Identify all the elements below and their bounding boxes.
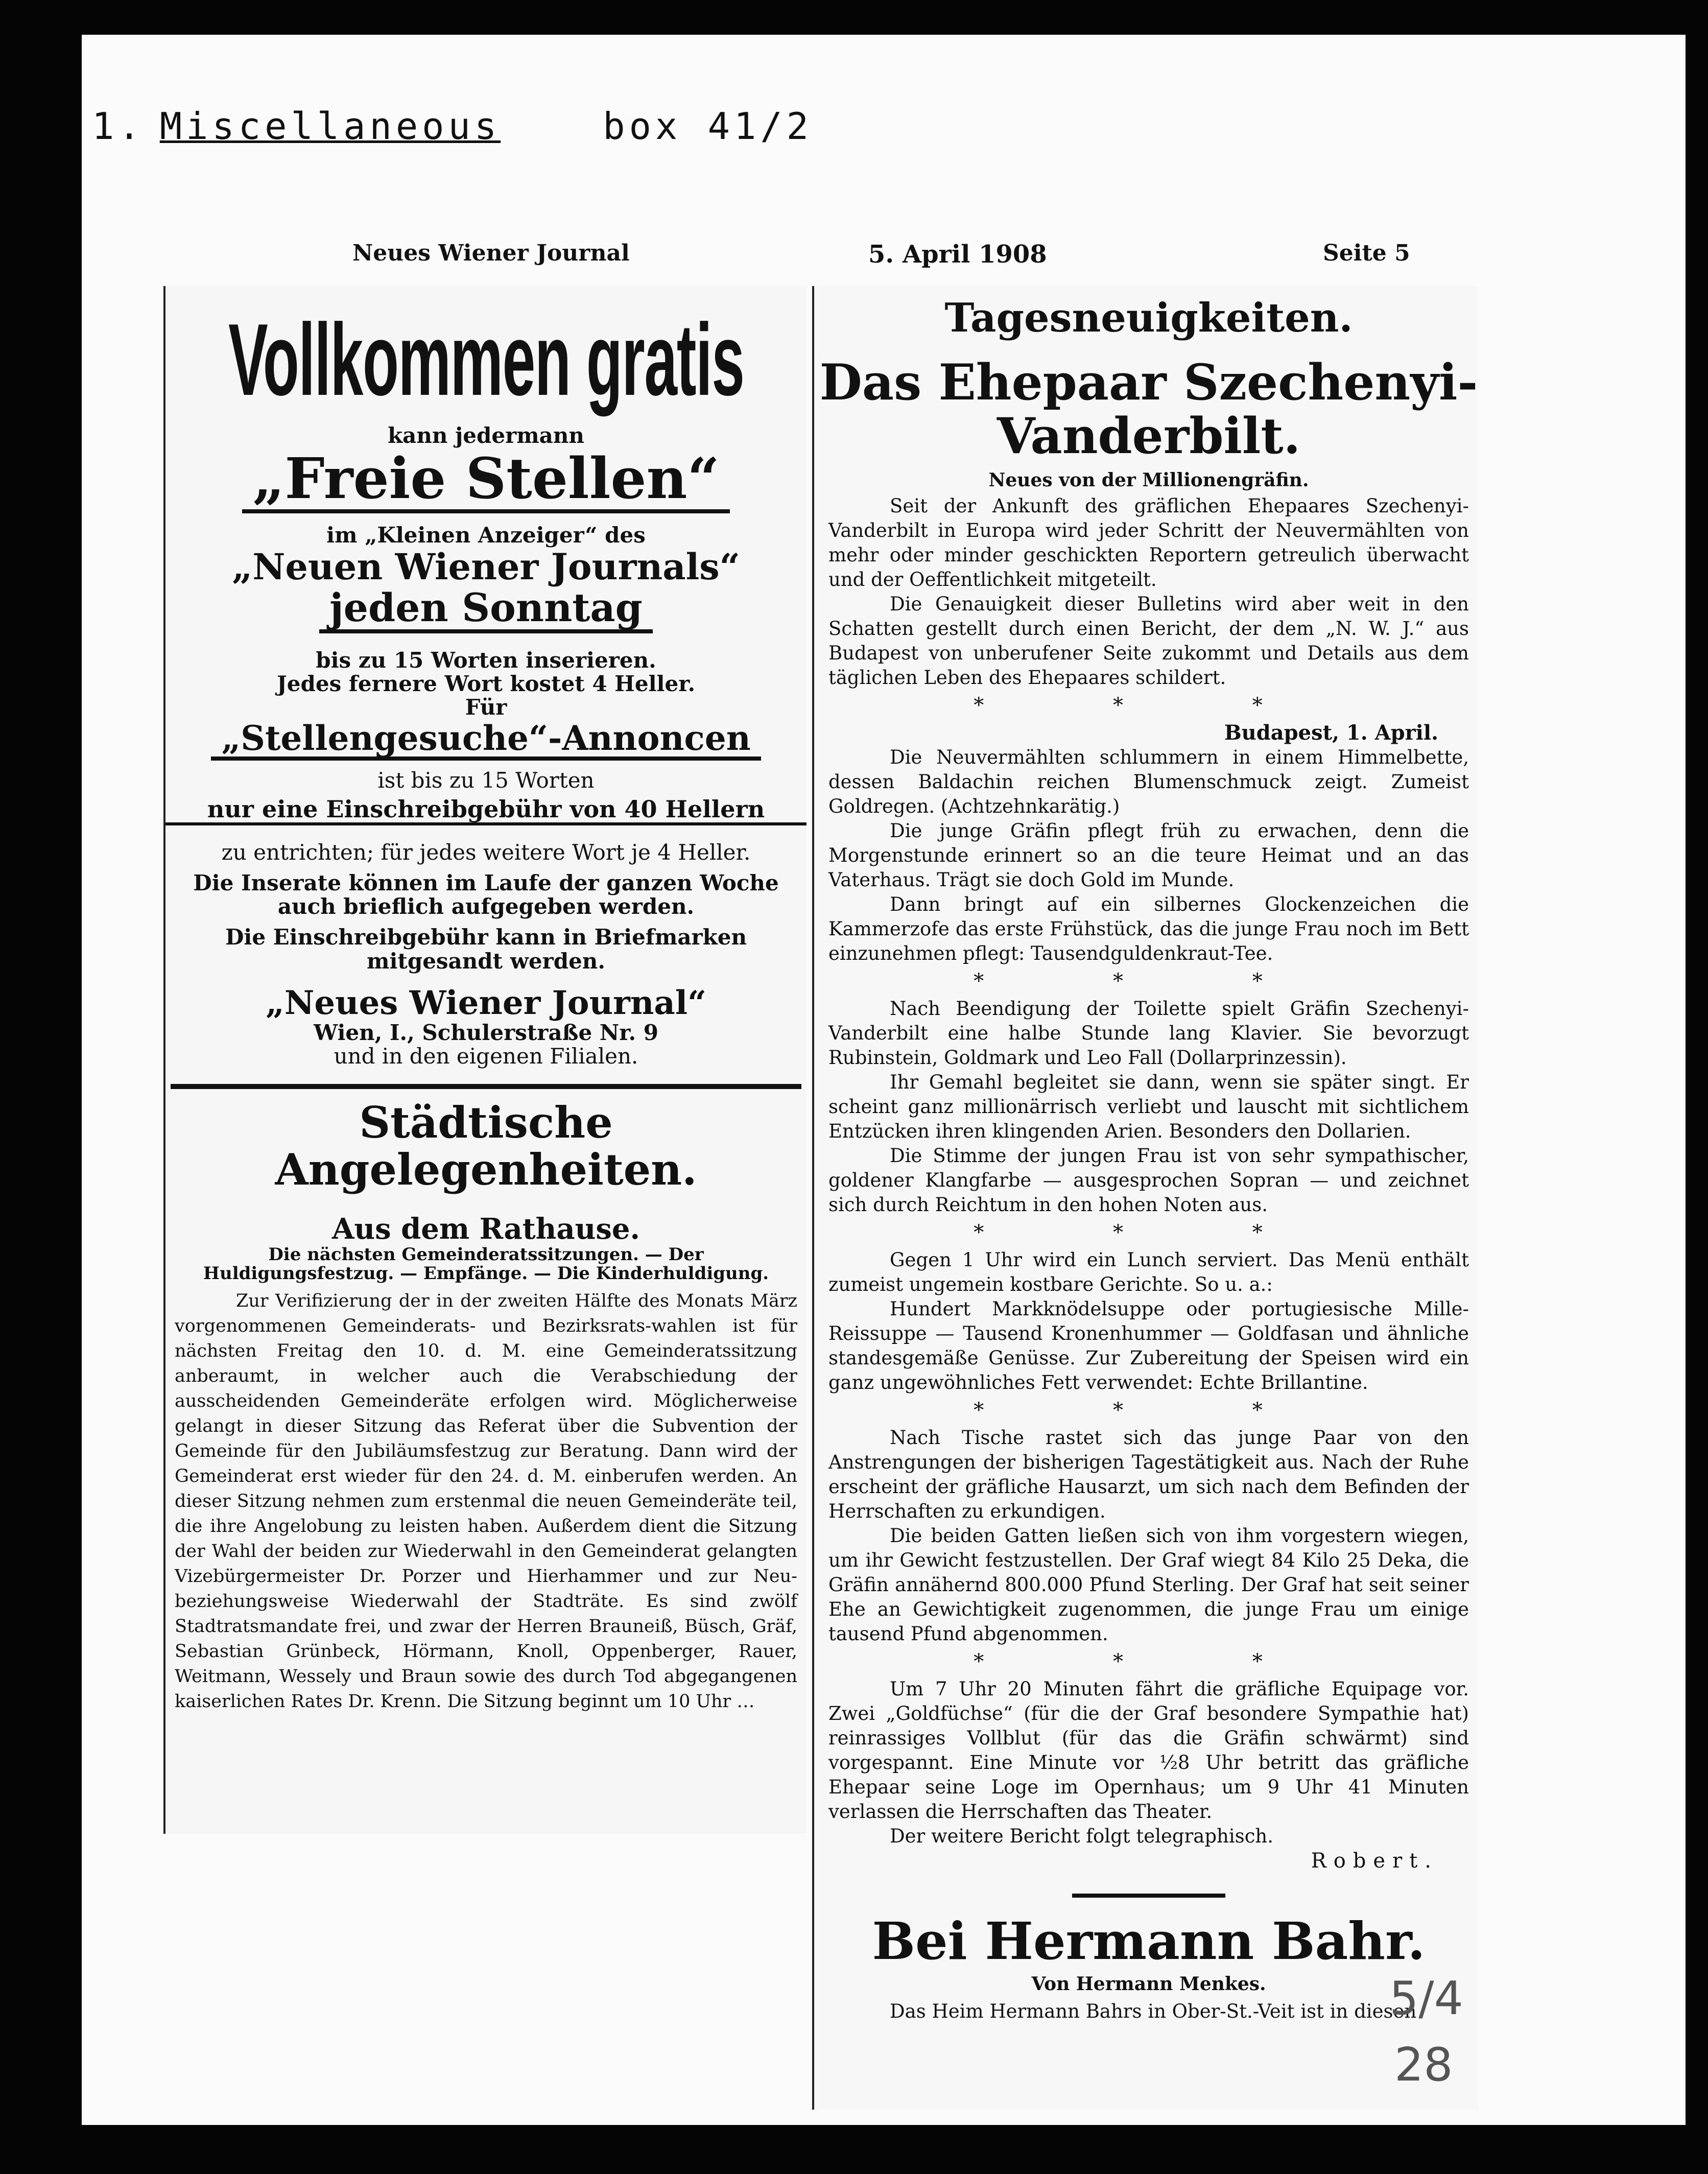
- ad-line: ist bis zu 15 Worten: [377, 768, 595, 793]
- ad-stellengesuche: „Stellengesuche“-Annoncen: [211, 720, 761, 761]
- ad-headline-wrap: [165, 301, 806, 419]
- ad-journal-name: „Neues Wiener Journal“: [266, 983, 706, 1022]
- news-title-2: Vanderbilt.: [997, 407, 1301, 465]
- ad-line: kann jedermann: [388, 423, 584, 448]
- paragraph: Der weitere Bericht folgt telegraphisch.: [890, 1825, 1274, 1847]
- section-stars: * * *: [974, 969, 1324, 993]
- paragraph: Die junge Gräfin pflegt früh zu erwachen, denn die Morgenstunde erinnert so an die teure Heimat und an das Vaterhaus. Trägt sie doch Gold im Munde.: [828, 819, 1469, 891]
- ad-line: Die Inserate können im Laufe der ganzen Woche auch brieflich aufgegeben werden.: [193, 870, 779, 919]
- ad-fee: nur eine Einschreibgebühr von 40 Hellern: [165, 796, 806, 825]
- bahr-byline: Von Hermann Menkes.: [1031, 1973, 1266, 1995]
- ad-line: im „Kleinen Anzeiger“ des: [326, 523, 646, 548]
- dateline: Budapest, 1. April.: [1224, 720, 1438, 745]
- paragraph: Die Stimme der jungen Frau ist von sehr sympathischer, goldener Klangfarbe — ausgesprochen Sopran — und zeichnet sich durch Reichtum in den hohen Noten aus.: [828, 1144, 1469, 1216]
- ad-line: bis zu 15 Worten inserieren.: [316, 647, 656, 673]
- paragraph: Gegen 1 Uhr wird ein Lunch serviert. Das Menü enthält zumeist ungemein kostbare Gerichte. So u. a.:: [828, 1248, 1469, 1295]
- ad-freie-stellen: „Freie Stellen“: [242, 447, 729, 513]
- paragraph: Nach Beendigung der Toilette spielt Gräfin Szechenyi-Vanderbilt eine halbe Stunde lang Klavier. Sie bevorzugt Rubinstein, Goldmark und Leo Fall (Dollarprinzessin).: [828, 997, 1469, 1069]
- ad-line: Die Einschreibgebühr kann in Briefmarken mitgesandt werden.: [225, 925, 747, 974]
- handwritten-note: 5/4: [1389, 1972, 1463, 2025]
- section-stars: * * *: [974, 1649, 1324, 1673]
- city-section-title: Städtische Angelegenheiten.: [275, 1097, 697, 1195]
- ad-journal: „Neuen Wiener Journals“: [232, 546, 740, 588]
- paragraph: Ihr Gemahl begleitet sie dann, wenn sie später singt. Er scheint ganz millionärrisch verliebt und lauscht mit sichtlichem Entzücken ihren klingenden Arien. Besonders den Dollarien.: [828, 1071, 1469, 1142]
- masthead-paper: Neues Wiener Journal: [352, 240, 630, 266]
- masthead-page: Seite 5: [1323, 240, 1410, 266]
- archive-number: 1.: [92, 105, 145, 148]
- divider: [171, 1084, 801, 1089]
- bahr-first-line: Das Heim Hermann Bahrs in Ober-St.-Veit ist in diesen: [890, 2000, 1417, 2023]
- archive-box: box 41/2: [603, 105, 813, 148]
- paragraph: Nach Tische rastet sich das junge Paar von den Anstrengungen der bisherigen Tagestätigkeit aus. Nach der Ruhe erscheint der gräfliche Hausarzt, um sich nach dem Befinden der Herrschaften zu erkundigen.: [828, 1426, 1469, 1522]
- ad-line: Jedes fernere Wort kostet 4 Heller.: [276, 671, 696, 697]
- ad-sonntag: jeden Sonntag: [319, 586, 653, 633]
- left-column: [163, 286, 806, 1834]
- masthead-date: 5. April 1908: [868, 240, 1047, 269]
- paragraph: Dann bringt auf ein silbernes Glockenzeichen die Kammerzofe das erste Frühstück, das die junge Frau noch im Bett einzunehmen pflegt: Tausendguldenkraut-Tee.: [828, 893, 1469, 964]
- ad-line: Für: [465, 695, 507, 720]
- scan-border: [0, 2125, 1708, 2174]
- archive-category: Miscellaneous: [159, 105, 501, 148]
- paragraph: Die Genauigkeit dieser Bulletins wird aber weit in den Schatten gestellt durch einen Bericht, der dem „N. W. J.“ aus Budapest von unberufener Seite zukommt und Details aus dem täglichen Leben des Ehepaares schildert.: [828, 593, 1469, 689]
- section-stars: * * *: [974, 693, 1324, 717]
- city-subtitle: Die nächsten Gemeinderatssitzungen. — Der Huldigungsfestzug. — Empfänge. — Die Kinderhuldigung.: [203, 1244, 769, 1284]
- handwritten-number: 28: [1394, 2038, 1453, 2092]
- section-stars: * * *: [974, 1398, 1324, 1422]
- news-title-1: Das Ehepaar Szechenyi-: [819, 353, 1478, 411]
- city-title: Aus dem Rathause.: [331, 1212, 640, 1246]
- archive-label: [92, 105, 813, 148]
- ad-line: und in den eigenen Filialen.: [334, 1044, 638, 1069]
- bahr-title: Bei Hermann Bahr.: [872, 1910, 1426, 1971]
- signature: Robert.: [1311, 1849, 1438, 1873]
- ad-line: zu entrichten; für jedes weitere Wort je 4 Heller.: [221, 839, 751, 865]
- paragraph: Die Neuvermählten schlummern in einem Himmelbette, dessen Baldachin reichen Blumenschmuck zeigt. Zumeist Goldregen. (Achtzehnkarätig.): [828, 746, 1469, 817]
- city-body: Zur Verifizierung der in der zweiten Hälfte des Monats März vorgenommenen Gemeinderats- und Bezirksrats-wahlen ist für nächsten Freitag den 10. d. M. eine Gemeinderatssitzung anberaumt, in welcher auch die Verabschiedung der ausscheidenden Gemeinderäte erfolgen wird. Möglicherweise gelangt in dieser Sitzung das Referat über die Subvention der Gemeinde für den Jubiläumsfestzug zur Beratung. Dann wird der Gemeinderat erst wieder für den 24. d. M. einberufen werden. An dieser Sitzung nehmen zum erstenmal die neuen Gemeinderäte teil, die ihre Angelobung zu leisten haben. Außerdem dient die Sitzung der Wahl der beiden zur Wiederwahl in den Gemeinderat gelangten Vizebürgermeister Dr. Porzer und Hierhammer und zur Neu- beziehungsweise Wiederwahl der Stadträte. Es sind zwölf Stadtratsmandate frei, und zwar der Herren Brauneiß, Büsch, Gräf, Sebastian Grünbeck, Hörmann, Knoll, Oppenberger, Rauer, Weitmann, Wessely und Braun sowie des durch Tod abgegangenen kaiserlichen Rates Dr. Krenn. Die Sitzung beginnt um 10 Uhr …: [175, 1290, 797, 1712]
- news-section-title: Tagesneuigkeiten.: [944, 295, 1353, 341]
- section-stars: * * *: [974, 1220, 1324, 1244]
- paragraph: Die beiden Gatten ließen sich von ihm vorgestern wiegen, um ihr Gewicht festzustellen. Der Graf wiegt 84 Kilo 25 Deka, die Gräfin annähernd 800.000 Pfund Sterling. Der Graf hat seit seiner Ehe an Gewichtigkeit zugenommen, die junge Frau um einige tausend Pfund abgenommen.: [828, 1524, 1469, 1645]
- paragraph: Um 7 Uhr 20 Minuten fährt die gräfliche Equipage vor. Zwei „Goldfüchse“ (für die der Graf besondere Sympathie hat) reinrassiges Vollblut (für das die Gräfin schwärmt) sind vorgespannt. Eine Minute vor ½8 Uhr betritt das gräfliche Ehepaar seine Loge im Opernhaus; um 9 Uhr 41 Minuten verlassen die Herrschaften das Theater.: [828, 1677, 1469, 1823]
- ad-headline: Vollkommen gratis: [228, 303, 744, 417]
- paragraph: Seit der Ankunft des gräflichen Ehepaares Szechenyi-Vanderbilt in Europa wird jeder Schritt der Neuvermählten von mehr oder minder geschickten Reportern getreulich überwacht und der Oeffentlichkeit mitgeteilt.: [828, 494, 1469, 590]
- ad-address: Wien, I., Schulerstraße Nr. 9: [314, 1020, 658, 1046]
- paragraph: Hundert Markknödelsuppe oder portugiesische Mille-Reissuppe — Tausend Kronenhummer — Goldfasan und ähnliche standesgemäße Genüsse. Zur Zubereitung der Speisen wird ein ganz ungewöhnliches Fett verwendet: Echte Brillantine.: [828, 1297, 1469, 1393]
- right-column: [812, 286, 1478, 2110]
- news-subtitle: Neues von der Millionengräfin.: [988, 469, 1309, 491]
- divider: [1072, 1894, 1225, 1898]
